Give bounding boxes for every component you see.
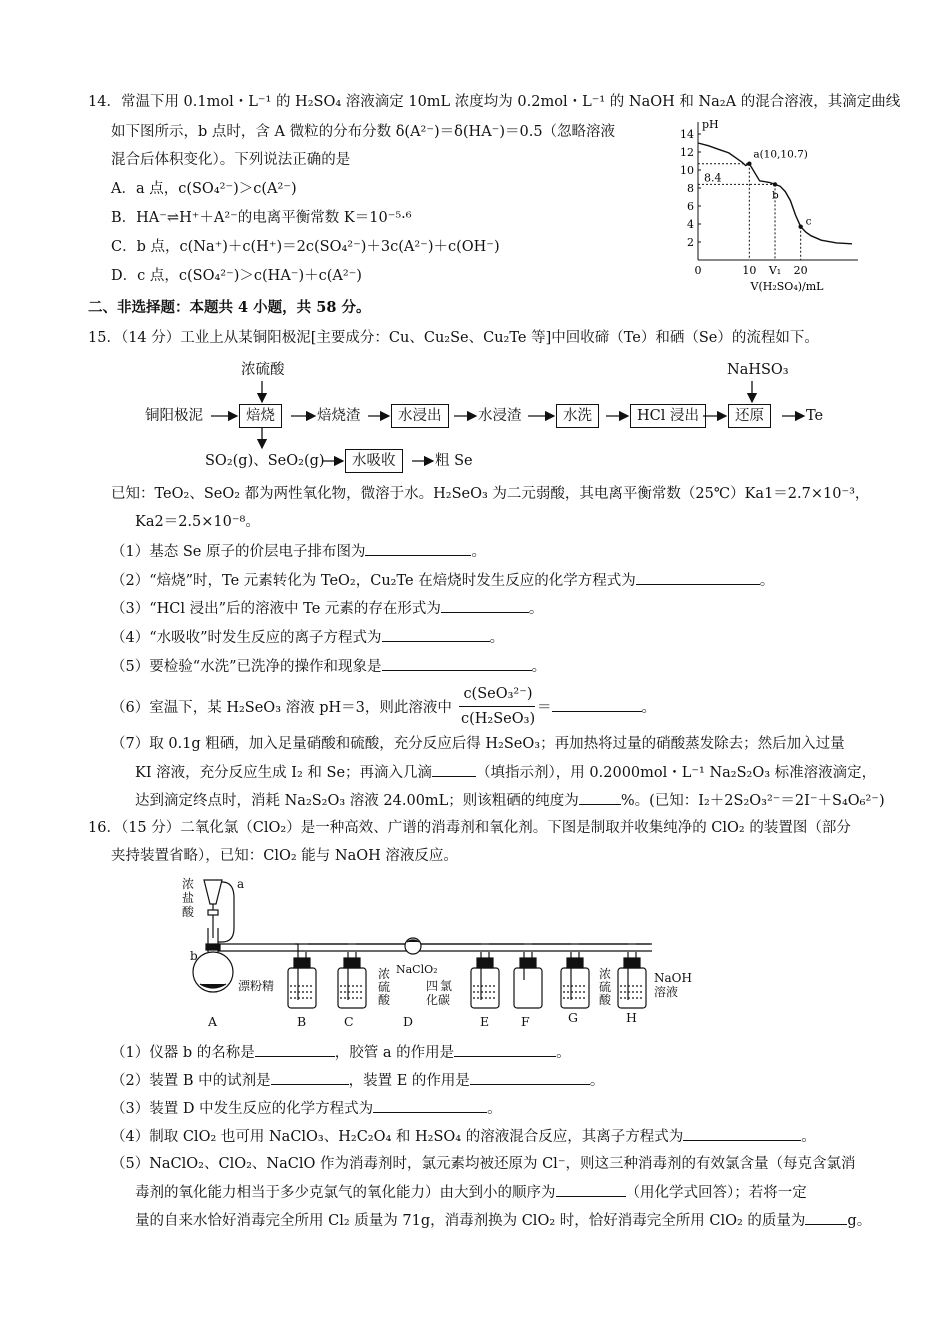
flow-roast-slag: 焙烧渣 xyxy=(317,408,361,424)
label-ccl4-3: 化碳 xyxy=(426,993,451,1007)
label-h2so4-c-2: 硫 xyxy=(378,980,391,994)
q15-sub-6: （6）室温下，某 H₂SeO₃ 溶液 pH＝3，则此溶液中 xyxy=(111,700,452,716)
process-flow xyxy=(0,0,950,480)
label-conc-hcl-3: 酸 xyxy=(182,905,195,919)
answer-blank[interactable] xyxy=(365,541,471,556)
point-label: c xyxy=(805,215,812,228)
q16-line2: 夹持装置省略），已知：ClO₂ 能与 NaOH 溶液反应。 xyxy=(111,848,458,864)
y-tick-label: 8 xyxy=(687,182,694,195)
label-conc-hcl-1: 浓 xyxy=(182,877,195,891)
answer-blank[interactable] xyxy=(636,570,760,585)
label-conc-hcl-2: 盐 xyxy=(182,891,195,905)
label-h2so4-c-1: 浓 xyxy=(378,967,391,981)
label-ccl4-2: 氯 xyxy=(440,979,453,993)
label-F: F xyxy=(521,1014,530,1029)
y-tick-label: 12 xyxy=(680,146,694,159)
answer-blank[interactable] xyxy=(579,790,621,805)
label-h2so4-g-2: 硫 xyxy=(599,980,612,994)
label-a: a xyxy=(237,877,245,891)
q16-sub-2: （2）装置 B 中的试剂是 ，装置 E 的作用是 。 xyxy=(111,1070,604,1091)
gas-bottle xyxy=(288,968,316,1008)
answer-blank[interactable] xyxy=(470,1070,590,1085)
point-label: b xyxy=(772,189,779,202)
x-tick-label: V₁ xyxy=(768,264,782,277)
label-H: H xyxy=(626,1010,637,1025)
flow-box-reduce: 还原 xyxy=(728,404,771,428)
q16-sub-1: （1）仪器 b 的名称是 ，胶管 a 的作用是 。 xyxy=(111,1042,571,1063)
q14-line1: 14．常温下用 0.1mol・L⁻¹ 的 H₂SO₄ 溶液滴定 10mL 浓度均为 0.2mol・L⁻¹ 的 NaOH 和 Na₂A 的混合溶液，其滴定曲线 xyxy=(88,94,901,110)
q16-sub-4: （4）制取 ClO₂ 也可用 NaClO₃、H₂C₂O₄ 和 H₂SO₄ 的溶液混合反应，其离子方程式为 。 xyxy=(111,1126,816,1147)
label-bleach: 漂粉精 xyxy=(238,979,275,993)
bottle-stopper xyxy=(520,958,536,968)
q15-sub-3: （3）“HCl 浸出”后的溶液中 Te 元素的存在形式为 。 xyxy=(111,598,543,619)
flow-arrows xyxy=(0,0,950,480)
q15-sub-5: （5）要检验“水洗”已洗净的操作和现象是 。 xyxy=(111,656,546,677)
y-axis-label: pH xyxy=(702,118,719,131)
label-E: E xyxy=(480,1014,490,1029)
fraction-denominator: c(H₂SeO₃) xyxy=(461,711,536,727)
label-h2so4-c-3: 酸 xyxy=(378,993,391,1007)
bottle-stopper xyxy=(477,958,493,968)
q15-known-2: Ka2＝2.5×10⁻⁸。 xyxy=(135,514,260,530)
q15-known-1: 已知：TeO₂、SeO₂ 都为两性氧化物，微溶于水。H₂SeO₃ 为二元弱酸，其电离平衡常数（25℃）Ka1＝2.7×10⁻³， xyxy=(111,486,870,502)
q16-line1: 16．（15 分）二氧化氯（ClO₂）是一种高效、广谱的消毒剂和氧化剂。下图是制取并收集纯净的 ClO₂ 的装置图（部分 xyxy=(88,820,851,836)
gas-bottle xyxy=(561,968,589,1008)
answer-blank[interactable] xyxy=(683,1126,801,1141)
bottle-stopper xyxy=(294,958,310,968)
y-tick-label: 2 xyxy=(687,236,694,249)
q14-option-b: B．HA⁻⇌H⁺＋A²⁻的电离平衡常数 K＝10⁻⁵·⁶ xyxy=(111,210,412,226)
label-h2so4-g-3: 酸 xyxy=(599,993,612,1007)
x-tick-label: 20 xyxy=(793,264,808,277)
gas-bottle xyxy=(338,968,366,1008)
q16-sub-3: （3）装置 D 中发生反应的化学方程式为 。 xyxy=(111,1098,502,1119)
x-tick-label: 10 xyxy=(742,264,757,277)
label-naoh-1: NaOH xyxy=(654,971,692,985)
answer-blank[interactable] xyxy=(454,1042,556,1057)
q14-line2: 如下图所示，b 点时，含 A 微粒的分布分数 δ(A²⁻)＝δ(HA⁻)＝0.5（忽略溶液 xyxy=(111,124,616,140)
label-A: A xyxy=(208,1014,218,1029)
q15-sub-7-line3: 达到滴定终点时，消耗 Na₂S₂O₃ 溶液 24.00mL；则该粗硒的纯度为 %。(已知：I₂＋2S₂O₃²⁻＝2I⁻＋S₄O₆²⁻) xyxy=(135,790,885,811)
label-ccl4-1: 四 xyxy=(426,979,439,993)
point-label: a(10,10.7) xyxy=(753,148,808,161)
label-naclo2: NaClO₂ xyxy=(396,963,438,976)
label-G: G xyxy=(568,1010,578,1025)
answer-blank[interactable] xyxy=(382,627,490,642)
flow-crude-se: 粗 Se xyxy=(435,453,473,469)
y-tick-label: 6 xyxy=(687,200,694,213)
q15-sub-2: （2）“焙烧”时，Te 元素转化为 TeO₂，Cu₂Te 在焙烧时发生反应的化学方程式为 。 xyxy=(111,570,774,591)
answer-blank[interactable] xyxy=(373,1098,487,1113)
gas-bottle xyxy=(471,968,499,1008)
flow-box-wash: 水洗 xyxy=(556,404,599,428)
gas-bottle xyxy=(618,968,646,1008)
flow-start: 铜阳极泥 xyxy=(145,408,203,424)
q14-option-d: D．c 点，c(SO₄²⁻)＞c(HA⁻)＋c(A²⁻) xyxy=(111,268,362,284)
answer-blank[interactable] xyxy=(552,697,642,712)
section-2-title: 二、非选择题：本题共 4 小题，共 58 分。 xyxy=(88,299,371,316)
answer-blank[interactable] xyxy=(255,1042,335,1057)
flow-box-leach: 水浸出 xyxy=(391,404,449,428)
fraction-bar xyxy=(459,706,535,707)
q15-sub-6-answer: ＝ 。 xyxy=(537,697,656,718)
q15-sub-7-line2: KI 溶液，充分反应生成 I₂ 和 Se；再滴入几滴 （填指示剂），用 0.2000mol・L⁻¹ Na₂S₂O₃ 标准溶液滴定， xyxy=(135,762,876,783)
x-axis-label: V(H₂SO₄)/mL xyxy=(750,280,824,293)
q16-sub-5-line1: （5）NaClO₂、ClO₂、NaClO 作为消毒剂时，氯元素均被还原为 Cl⁻，则这三种消毒剂的有效氯含量（每克含氯消 xyxy=(111,1156,856,1172)
flow-box-hcl: HCl 浸出 xyxy=(630,404,706,428)
flow-box-roast: 焙烧 xyxy=(239,404,282,428)
answer-blank[interactable] xyxy=(441,598,529,613)
label-b: b xyxy=(190,949,198,963)
q15-intro: 15．（14 分）工业上从某铜阳极泥[主要成分：Cu、Cu₂Se、Cu₂Te 等]中回收碲（Te）和硒（Se）的流程如下。 xyxy=(88,330,819,346)
x-tick-label: 0 xyxy=(694,264,702,277)
apparatus-diagram xyxy=(170,868,700,1036)
fraction-numerator: c(SeO₃²⁻) xyxy=(463,686,533,702)
q14-option-a: A．a 点，c(SO₄²⁻)＞c(A²⁻) xyxy=(111,181,297,197)
label-D: D xyxy=(403,1014,414,1029)
q16-sub-5-line2: 毒剂的氧化能力相当于多少克氯气的氧化能力）由大到小的顺序为 （用化学式回答）；若将一定 xyxy=(135,1182,807,1203)
label-B: B xyxy=(297,1014,307,1029)
answer-blank[interactable] xyxy=(432,762,476,777)
q15-sub-1: （1）基态 Se 原子的价层电子排布图为 。 xyxy=(111,541,486,562)
y-tick-label: 4 xyxy=(687,218,694,231)
flow-gas: SO₂(g)、SeO₂(g) xyxy=(205,453,325,469)
answer-blank[interactable] xyxy=(556,1182,626,1197)
flow-nahso3: NaHSO₃ xyxy=(727,362,789,378)
answer-blank[interactable] xyxy=(271,1070,349,1085)
flow-box-absorb: 水吸收 xyxy=(345,449,403,473)
q16-sub-5-line3: 量的自来水恰好消毒完全所用 Cl₂ 质量为 71g，消毒剂换为 ClO₂ 时，恰好消毒完全所用 ClO₂ 的质量为 g。 xyxy=(135,1210,871,1231)
gas-bottle xyxy=(514,968,542,1008)
q14-line3: 混合后体积变化）。下列说法正确的是 xyxy=(111,152,351,168)
answer-blank[interactable] xyxy=(805,1210,847,1225)
flow-leach-slag: 水浸渣 xyxy=(478,408,522,424)
label-C: C xyxy=(344,1014,354,1029)
y-tick-label: 10 xyxy=(680,164,694,177)
annotation-8-4: 8.4 xyxy=(704,171,722,185)
q14-option-c: C．b 点，c(Na⁺)＋c(H⁺)＝2c(SO₄²⁻)＋3c(A²⁻)＋c(OH⁻) xyxy=(111,239,500,255)
label-h2so4-g-1: 浓 xyxy=(599,967,612,981)
q15-sub-7-line1: （7）取 0.1g 粗硒，加入足量硝酸和硫酸，充分反应后得 H₂SeO₃；再加热将过量的硝酸蒸发除去；然后加入过量 xyxy=(111,736,845,752)
bottle-stopper xyxy=(344,958,360,968)
bottle-stopper xyxy=(624,958,640,968)
q15-sub-4: （4）“水吸收”时发生反应的离子方程式为 。 xyxy=(111,627,504,648)
answer-blank[interactable] xyxy=(382,656,532,671)
flow-conc-h2so4: 浓硫酸 xyxy=(241,362,285,378)
label-naoh-2: 溶液 xyxy=(654,985,679,999)
bottle-stopper xyxy=(567,958,583,968)
flow-te: Te xyxy=(806,408,824,424)
y-tick-label: 14 xyxy=(680,128,694,141)
